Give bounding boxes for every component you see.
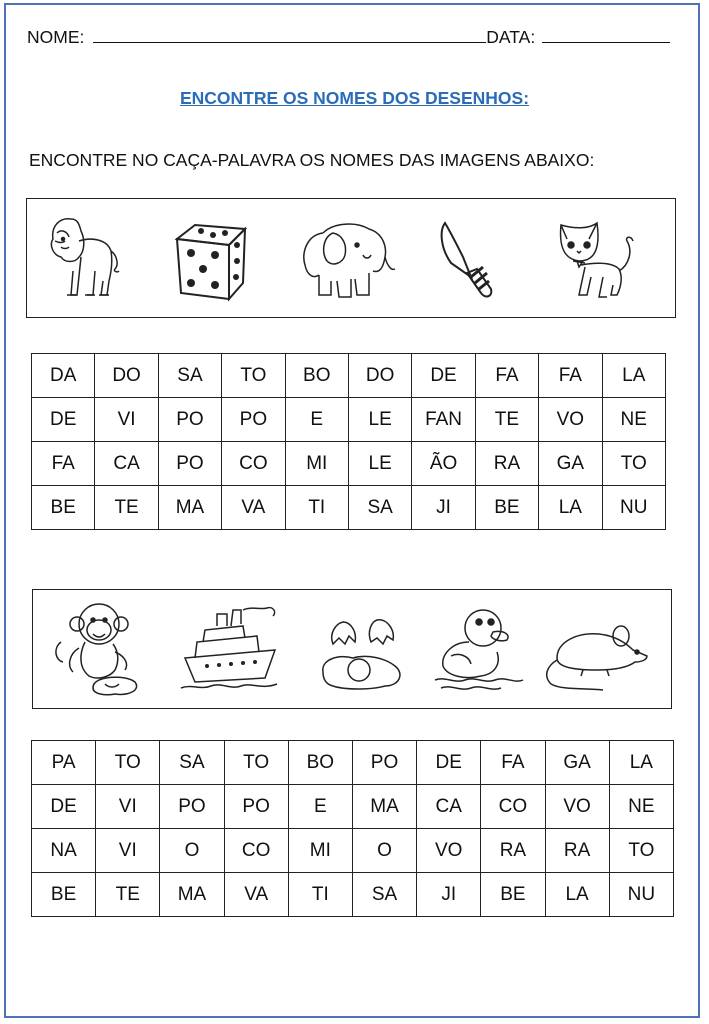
syllable-cell[interactable]: NE — [609, 785, 673, 829]
syllable-cell[interactable]: VI — [95, 398, 158, 442]
syllable-cell[interactable]: FA — [475, 354, 538, 398]
syllable-cell[interactable]: NE — [602, 398, 665, 442]
lion-icon — [41, 211, 123, 301]
syllable-cell[interactable]: DE — [32, 785, 96, 829]
syllable-cell[interactable]: TI — [288, 873, 352, 917]
syllable-cell[interactable]: O — [160, 829, 224, 873]
syllable-cell[interactable]: CO — [224, 829, 288, 873]
syllable-cell[interactable]: LA — [539, 486, 602, 530]
syllable-cell[interactable]: O — [352, 829, 416, 873]
syllable-cell[interactable]: BE — [32, 873, 96, 917]
syllable-cell[interactable]: MI — [285, 442, 348, 486]
syllable-cell[interactable]: DO — [348, 354, 411, 398]
syllable-cell[interactable]: VO — [539, 398, 602, 442]
syllable-cell[interactable]: VI — [96, 829, 160, 873]
instruction-text: ENCONTRE NO CAÇA-PALAVRA OS NOMES DAS IMAGENS ABAIXO: — [29, 150, 595, 170]
table-row — [32, 398, 666, 442]
syllable-cell[interactable]: LA — [609, 741, 673, 785]
syllable-cell[interactable]: PO — [158, 398, 221, 442]
syllable-cell[interactable]: RA — [481, 829, 545, 873]
syllable-cell[interactable]: TO — [602, 442, 665, 486]
syllable-cell[interactable]: LA — [602, 354, 665, 398]
table-row — [32, 486, 666, 530]
syllable-cell[interactable]: PA — [32, 741, 96, 785]
syllable-cell[interactable]: CO — [222, 442, 285, 486]
syllable-cell[interactable]: LA — [545, 873, 609, 917]
syllable-cell[interactable]: LE — [348, 442, 411, 486]
table-row — [32, 354, 666, 398]
syllable-cell[interactable]: BE — [475, 486, 538, 530]
syllable-cell[interactable]: TO — [224, 741, 288, 785]
table-row — [32, 873, 674, 917]
syllable-cell[interactable]: FA — [539, 354, 602, 398]
header — [27, 24, 677, 52]
syllable-cell[interactable]: JI — [412, 486, 475, 530]
monkey-icon — [49, 598, 145, 698]
syllable-cell[interactable]: CO — [481, 785, 545, 829]
table-row — [32, 442, 666, 486]
syllable-cell[interactable]: TE — [96, 873, 160, 917]
syllable-cell[interactable]: TE — [95, 486, 158, 530]
syllable-cell[interactable]: PO — [160, 785, 224, 829]
syllable-cell[interactable]: SA — [352, 873, 416, 917]
date-label: DATA: — [486, 27, 536, 47]
syllable-cell[interactable]: JI — [417, 873, 481, 917]
syllable-cell[interactable]: TO — [222, 354, 285, 398]
syllable-cell[interactable]: BE — [481, 873, 545, 917]
elephant-icon — [293, 213, 399, 303]
syllable-cell[interactable]: SA — [348, 486, 411, 530]
syllable-cell[interactable]: BO — [288, 741, 352, 785]
syllable-cell[interactable]: PO — [352, 741, 416, 785]
ship-icon — [177, 604, 283, 694]
table-row — [32, 741, 674, 785]
syllable-cell[interactable]: PO — [224, 785, 288, 829]
syllable-cell[interactable]: DO — [95, 354, 158, 398]
syllable-cell[interactable]: TO — [609, 829, 673, 873]
date-field[interactable] — [542, 24, 670, 43]
syllable-cell[interactable]: VA — [222, 486, 285, 530]
mouse-icon — [543, 614, 651, 696]
name-label: NOME: — [27, 27, 85, 47]
table-row — [32, 829, 674, 873]
name-field[interactable] — [93, 24, 486, 43]
syllable-cell[interactable]: VA — [224, 873, 288, 917]
syllable-cell[interactable]: VO — [545, 785, 609, 829]
syllable-cell[interactable]: CA — [417, 785, 481, 829]
syllable-cell[interactable]: E — [288, 785, 352, 829]
syllable-cell[interactable]: MA — [160, 873, 224, 917]
syllable-cell[interactable]: PO — [222, 398, 285, 442]
syllable-cell[interactable]: E — [285, 398, 348, 442]
dice-icon — [173, 221, 249, 303]
syllable-cell[interactable]: MA — [158, 486, 221, 530]
syllable-cell[interactable]: BE — [32, 486, 95, 530]
syllable-cell[interactable]: RA — [545, 829, 609, 873]
syllable-cell[interactable]: NU — [602, 486, 665, 530]
syllable-cell[interactable]: GA — [545, 741, 609, 785]
egg-icon — [315, 612, 407, 694]
syllable-cell[interactable]: DA — [32, 354, 95, 398]
picture-box-1 — [26, 198, 676, 318]
syllable-cell[interactable]: FA — [32, 442, 95, 486]
knife-icon — [431, 217, 497, 307]
syllable-cell[interactable]: CA — [95, 442, 158, 486]
syllable-cell[interactable]: DE — [412, 354, 475, 398]
syllable-cell[interactable]: MI — [288, 829, 352, 873]
syllable-cell[interactable]: RA — [475, 442, 538, 486]
syllable-cell[interactable]: MA — [352, 785, 416, 829]
table-row — [32, 785, 674, 829]
syllable-cell[interactable]: DE — [32, 398, 95, 442]
duck-icon — [431, 602, 525, 694]
syllable-cell[interactable]: DE — [417, 741, 481, 785]
picture-box-2 — [32, 589, 672, 709]
syllable-cell[interactable]: TO — [96, 741, 160, 785]
syllable-cell[interactable]: BO — [285, 354, 348, 398]
syllable-cell[interactable]: TE — [475, 398, 538, 442]
word-search-grid-2 — [31, 740, 674, 917]
word-search-grid-1 — [31, 353, 666, 530]
syllable-cell[interactable]: GA — [539, 442, 602, 486]
syllable-cell[interactable]: VO — [417, 829, 481, 873]
syllable-cell[interactable]: SA — [158, 354, 221, 398]
cat-icon — [547, 215, 647, 305]
syllable-cell[interactable]: LE — [348, 398, 411, 442]
syllable-cell[interactable]: NA — [32, 829, 96, 873]
syllable-cell[interactable]: PO — [158, 442, 221, 486]
page-title: ENCONTRE OS NOMES DOS DESENHOS: — [179, 88, 530, 108]
syllable-cell[interactable]: TI — [285, 486, 348, 530]
syllable-cell[interactable]: FAN — [412, 398, 475, 442]
syllable-cell[interactable]: VI — [96, 785, 160, 829]
syllable-cell[interactable]: SA — [160, 741, 224, 785]
syllable-cell[interactable]: NU — [609, 873, 673, 917]
syllable-cell[interactable]: ÃO — [412, 442, 475, 486]
syllable-cell[interactable]: FA — [481, 741, 545, 785]
